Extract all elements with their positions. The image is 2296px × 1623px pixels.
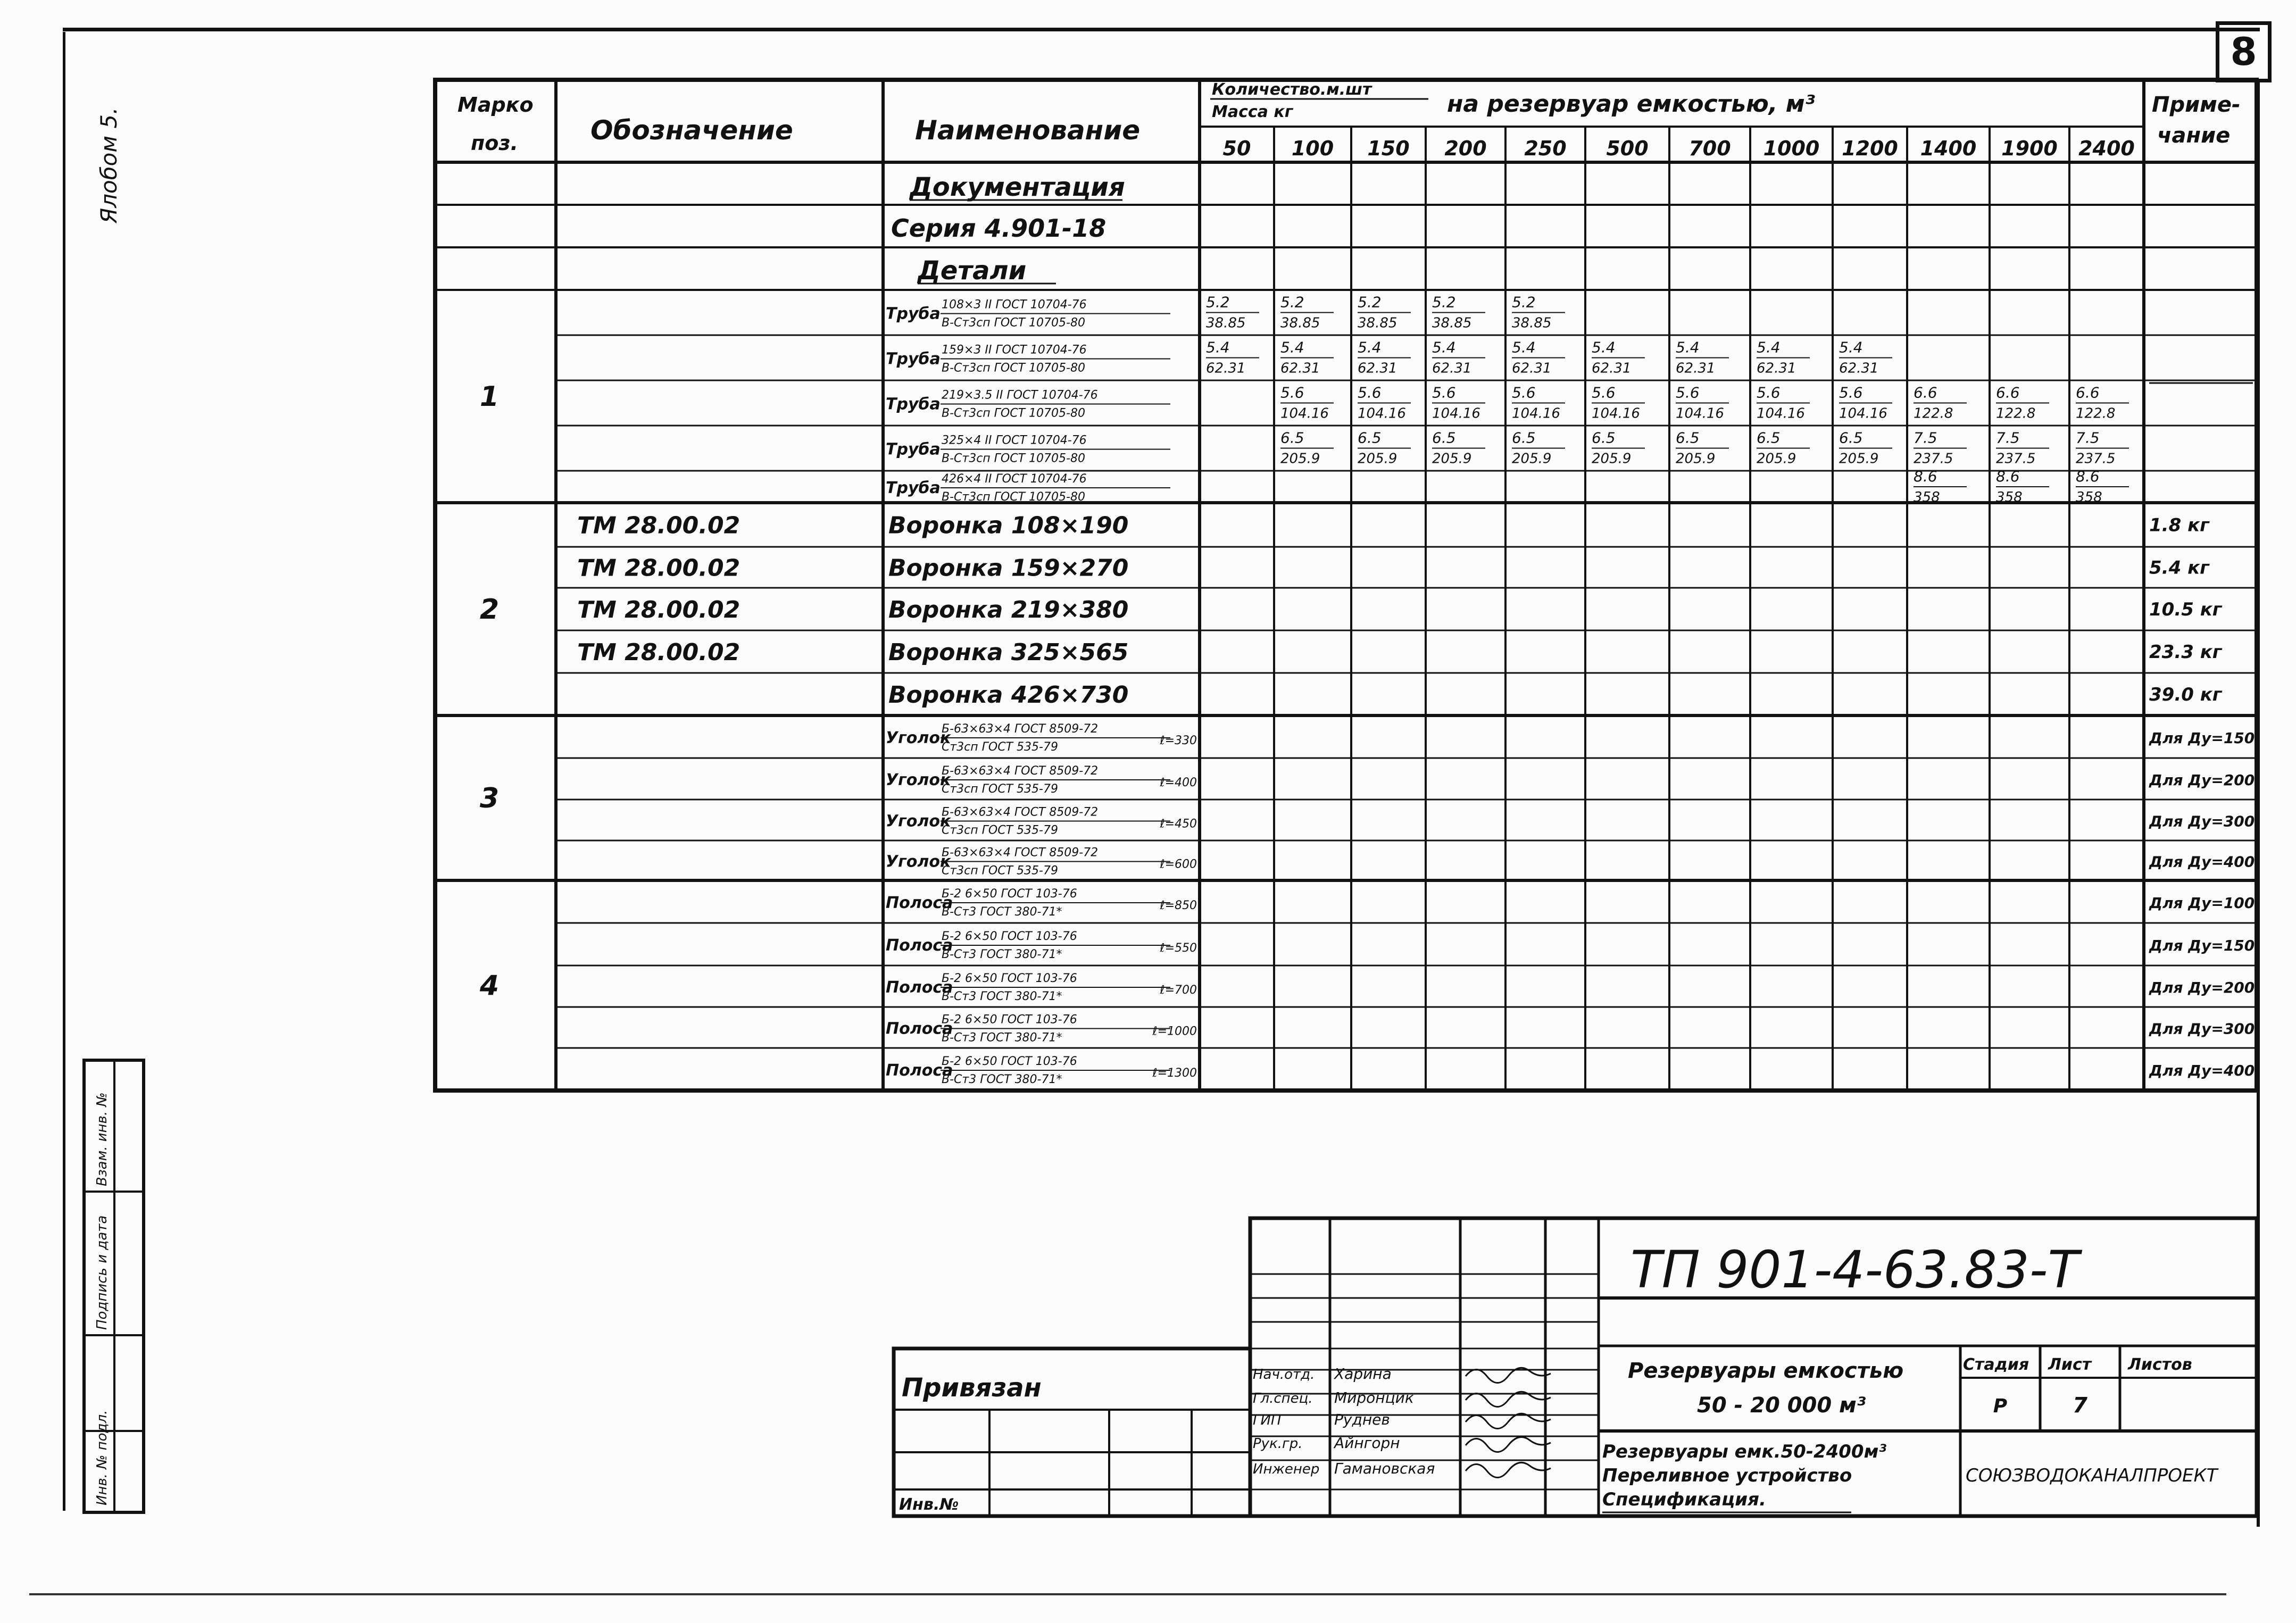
cell-qty: 6.5 [1592,429,1616,447]
description-line-0: Резервуары емк.50-2400м³ [1602,1441,1887,1462]
cell-qty: 5.4 [1432,338,1456,356]
row-spec-line-1: Б-2 6×50 ГОСТ 103-76 [942,1055,1077,1068]
row-note: Для Ду=200 [2149,979,2255,996]
row-length: ℓ=1000 [1152,1025,1197,1038]
cell-mass: 205.9 [1592,451,1632,467]
row-spec-line-2: В-Ст3сп ГОСТ 10705-80 [942,316,1085,330]
row-name: Труба [886,304,941,323]
cell-qty: 5.4 [1839,338,1863,356]
row-name: Полоса [886,1019,953,1038]
cell-qty: 5.2 [1206,293,1230,311]
role-2: ГИП [1253,1412,1282,1428]
row-spec-line-1: Б-2 6×50 ГОСТ 103-76 [942,930,1077,943]
cell-qty: 5.4 [1280,338,1304,356]
position-mark-3: 3 [479,783,500,814]
row-spec-line-2: В-Ст3 ГОСТ 380-71* [942,1073,1062,1086]
row-note: 1.8 кг [2149,514,2209,536]
description-line-1: Переливное устройство [1602,1465,1852,1486]
row-spec-line-1: 108×3 II ГОСТ 10704-76 [942,298,1087,312]
sheet-corner-number: 8 [2230,29,2257,74]
signer-3: Айнгорн [1334,1434,1400,1452]
row-name: Воронка 426×730 [888,681,1129,709]
cell-qty: 5.6 [1592,384,1616,402]
row-designation: ТМ 28.00.02 [577,596,741,623]
section-documentation: Документация [910,172,1125,202]
cell-qty: 6.5 [1280,429,1304,447]
row-name: Труба [886,395,941,414]
cell-mass: 62.31 [1358,360,1397,377]
project-code: ТП 901-4-63.83-Т [1631,1240,2079,1300]
cell-mass: 104.16 [1280,405,1329,422]
cell-qty: 8.6 [2076,468,2100,485]
cell-qty: 7.5 [1914,429,1937,447]
row-spec-line-2: В-Ст3сп ГОСТ 10705-80 [942,361,1085,375]
cell-mass: 358 [1914,489,1940,505]
row-spec-line-1: Б-63×63×4 ГОСТ 8509-72 [942,764,1099,778]
row-note: Для Ду=150 [2149,937,2255,954]
cell-mass: 62.31 [1839,360,1879,377]
row-name: Полоса [886,894,953,912]
signature-scribble [1466,1462,1551,1477]
cell-mass: 62.31 [1512,360,1552,377]
cell-qty: 5.4 [1592,338,1616,356]
row-name: Полоса [886,1061,953,1080]
row-note: 5.4 кг [2149,557,2209,579]
cell-qty: 5.6 [1432,384,1456,402]
cell-mass: 237.5 [1914,451,1953,467]
row-spec-line-2: В-Ст3сп ГОСТ 10705-80 [942,406,1085,420]
cell-mass: 237.5 [2076,451,2116,467]
row-spec-line-2: Ст3сп ГОСТ 535-79 [942,783,1058,796]
cell-mass: 104.16 [1432,405,1480,422]
side-stamp-label-2: Подпись и дата [94,1215,110,1330]
row-name: Уголок [886,812,951,831]
privyazan-label: Привязан [902,1373,1042,1403]
cell-mass: 38.85 [1206,315,1246,331]
cell-mass: 205.9 [1358,451,1397,467]
cell-mass: 104.16 [1676,405,1724,422]
row-spec-line-2: В-Ст3 ГОСТ 380-71* [942,990,1062,1003]
cell-qty: 5.4 [1358,338,1382,356]
row-designation: ТМ 28.00.02 [577,639,741,666]
row-name: Воронка 219×380 [888,596,1129,623]
cell-mass: 104.16 [1358,405,1406,422]
row-note: Для Ду=100 [2149,894,2255,912]
cell-qty: 6.6 [1914,384,1937,402]
row-spec-line-2: Ст3сп ГОСТ 535-79 [942,740,1058,754]
header-note-2: чание [2157,123,2231,148]
position-mark-2: 2 [479,594,500,626]
cell-qty: 5.2 [1358,293,1382,311]
row-name: Полоса [886,978,953,997]
row-name: Труба [886,479,941,497]
cell-mass: 205.9 [1839,451,1879,467]
cell-qty: 6.6 [2076,384,2100,402]
cell-mass: 205.9 [1676,451,1716,467]
header-name: Наименование [915,115,1141,146]
capacity-50: 50 [1222,137,1251,160]
section-parts: Детали [918,256,1027,286]
capacity-1400: 1400 [1920,137,1977,160]
cell-mass: 104.16 [1757,405,1805,422]
cell-qty: 5.2 [1512,293,1536,311]
cell-qty: 6.5 [1839,429,1863,447]
row-name: Воронка 325×565 [888,639,1129,666]
side-stamp-label-1: Инв. № подл. [94,1410,110,1505]
row-spec-line-1: Б-63×63×4 ГОСТ 8509-72 [942,722,1099,736]
cell-qty: 7.5 [1996,429,2020,447]
cell-qty: 5.4 [1512,338,1536,356]
cell-qty: 6.5 [1757,429,1781,447]
row-spec-line-2: В-Ст3 ГОСТ 380-71* [942,1031,1062,1045]
header-mark-2: поз. [471,131,518,155]
position-mark-1: 1 [479,381,500,413]
cell-qty: 6.5 [1512,429,1536,447]
row-spec-line-2: Ст3сп ГОСТ 535-79 [942,864,1058,878]
row-note: Для Ду=300 [2149,1020,2255,1038]
role-1: Гл.спец. [1253,1391,1313,1406]
signer-1: Миронцик [1334,1389,1414,1406]
header-qty-line: Количество.м.шт [1212,80,1372,99]
cell-mass: 104.16 [1512,405,1560,422]
row-length: ℓ=450 [1160,817,1197,831]
cell-mass: 358 [1996,489,2023,505]
signature-scribble [1466,1437,1551,1452]
capacity-700: 700 [1688,137,1731,160]
cell-mass: 62.31 [1432,360,1472,377]
cell-qty: 7.5 [2076,429,2100,447]
cell-qty: 8.6 [1996,468,2020,485]
row-length: ℓ=700 [1160,984,1197,997]
cell-mass: 205.9 [1432,451,1472,467]
left-signature: Ялобом 5. [96,107,122,223]
cell-mass: 38.85 [1280,315,1320,331]
cell-mass: 104.16 [1839,405,1887,422]
row-spec-line-2: Ст3сп ГОСТ 535-79 [942,823,1058,837]
row-spec-line-2: В-Ст3сп ГОСТ 10705-80 [942,452,1085,465]
cell-mass: 62.31 [1206,360,1246,377]
header-designation: Обозначение [590,115,793,146]
cell-mass: 62.31 [1676,360,1716,377]
description-line-2: Спецификация. [1602,1489,1766,1510]
row-spec-line-1: Б-2 6×50 ГОСТ 103-76 [942,1013,1077,1027]
cell-qty: 5.6 [1676,384,1700,402]
row-spec-line-1: Б-63×63×4 ГОСТ 8509-72 [942,846,1099,860]
row-length: ℓ=550 [1160,942,1197,955]
row-spec-line-2: В-Ст3сп ГОСТ 10705-80 [942,490,1085,504]
sheet-label: Лист [2048,1355,2092,1374]
row-note: 10.5 кг [2149,599,2222,620]
capacity-150: 150 [1367,137,1410,160]
row-note: 39.0 кг [2149,684,2222,705]
cell-qty: 5.6 [1512,384,1536,402]
row-length: ℓ=600 [1160,858,1197,871]
cell-qty: 5.4 [1206,338,1230,356]
cell-mass: 122.8 [2076,405,2116,422]
role-0: Нач.отд. [1253,1367,1315,1383]
cell-qty: 5.6 [1839,384,1863,402]
header-mass-line: Масса кг [1212,103,1293,121]
project-range: 50 - 20 000 м³ [1697,1393,1866,1418]
signer-2: Руднев [1334,1411,1390,1428]
cell-mass: 38.85 [1432,315,1472,331]
cell-mass: 38.85 [1358,315,1397,331]
cell-qty: 6.6 [1996,384,2020,402]
row-spec-line-1: Б-63×63×4 ГОСТ 8509-72 [942,805,1099,819]
capacity-500: 500 [1606,137,1649,160]
organization-name: СОЮЗВОДОКАНАЛПРОЕКТ [1966,1465,2218,1486]
row-name: Воронка 108×190 [888,512,1129,539]
cell-qty: 6.5 [1676,429,1700,447]
role-3: Рук.гр. [1253,1436,1303,1452]
cell-qty: 6.5 [1358,429,1382,447]
cell-mass: 205.9 [1757,451,1796,467]
signature-scribble [1466,1413,1551,1428]
cell-qty: 5.2 [1432,293,1456,311]
row-note: Для Ду=400 [2149,1062,2255,1079]
row-name: Воронка 159×270 [888,554,1129,582]
header-note-1: Приме- [2152,93,2241,117]
signer-4: Гамановская [1334,1460,1435,1477]
row-name: Уголок [886,729,951,747]
row-length: ℓ=400 [1160,776,1197,789]
row-name: Труба [886,440,941,459]
capacity-100: 100 [1291,137,1334,160]
row-name: Полоса [886,936,953,955]
row-length: ℓ=850 [1160,899,1197,912]
capacity-2400: 2400 [2078,137,2135,160]
row-name: Труба [886,349,941,369]
cell-mass: 358 [2076,489,2102,505]
cell-mass: 122.8 [1996,405,2036,422]
cell-qty: 5.6 [1280,384,1304,402]
section-series: Серия 4.901-18 [891,214,1107,243]
cell-mass: 62.31 [1592,360,1632,377]
row-spec-line-1: Б-2 6×50 ГОСТ 103-76 [942,887,1077,901]
cell-mass: 38.85 [1512,315,1552,331]
capacity-1000: 1000 [1763,137,1820,160]
cell-qty: 5.2 [1280,293,1304,311]
role-4: Инженер [1253,1461,1320,1477]
row-length: ℓ=330 [1160,734,1197,747]
cell-qty: 5.6 [1757,384,1781,402]
sheet-value: 7 [2073,1393,2087,1418]
stage-value: Р [1993,1395,2008,1417]
sheets-label: Листов [2128,1355,2192,1374]
row-spec-line-1: 325×4 II ГОСТ 10704-76 [942,434,1087,447]
row-designation: ТМ 28.00.02 [577,554,741,582]
capacity-200: 200 [1444,137,1487,160]
capacity-250: 250 [1524,137,1567,160]
side-stamp-label-3: Взам. инв. № [94,1092,110,1186]
cell-mass: 62.31 [1280,360,1320,377]
cell-mass: 205.9 [1280,451,1320,467]
project-title: Резервуары емкостью [1628,1359,1904,1383]
row-spec-line-1: 159×3 II ГОСТ 10704-76 [942,343,1087,357]
cell-qty: 5.4 [1757,338,1781,356]
cell-qty: 6.5 [1432,429,1456,447]
cell-qty: 5.6 [1358,384,1382,402]
row-note: Для Ду=150 [2149,729,2255,747]
row-spec-line-2: В-Ст3 ГОСТ 380-71* [942,948,1062,961]
capacity-1900: 1900 [2001,137,2058,160]
row-spec-line-1: 219×3.5 II ГОСТ 10704-76 [942,388,1098,402]
cell-qty: 8.6 [1914,468,1937,485]
row-note: 23.3 кг [2149,642,2222,663]
signer-0: Харина [1334,1365,1392,1383]
row-note: Для Ду=200 [2149,771,2255,789]
header-qty-rest: на резервуар емкостью, м³ [1447,90,1816,118]
row-designation: ТМ 28.00.02 [577,512,741,539]
position-mark-4: 4 [479,970,500,1002]
row-name: Уголок [886,771,951,789]
cell-mass: 122.8 [1914,405,1953,422]
cell-qty: 5.4 [1676,338,1700,356]
row-spec-line-1: 426×4 II ГОСТ 10704-76 [942,472,1087,486]
header-mark-1: Марко [457,93,534,116]
row-spec-line-2: В-Ст3 ГОСТ 380-71* [942,905,1062,919]
stage-label: Стадия [1963,1355,2029,1374]
row-spec-line-1: Б-2 6×50 ГОСТ 103-76 [942,972,1077,985]
cell-mass: 205.9 [1512,451,1552,467]
inventory-label: Инв.№ [899,1495,959,1514]
cell-mass: 62.31 [1757,360,1796,377]
capacity-1200: 1200 [1842,137,1898,160]
row-name: Уголок [886,852,951,871]
row-length: ℓ=1300 [1152,1067,1197,1080]
row-note: Для Ду=300 [2149,812,2255,830]
cell-mass: 104.16 [1592,405,1640,422]
cell-mass: 237.5 [1996,451,2036,467]
row-note: Для Ду=400 [2149,853,2255,871]
